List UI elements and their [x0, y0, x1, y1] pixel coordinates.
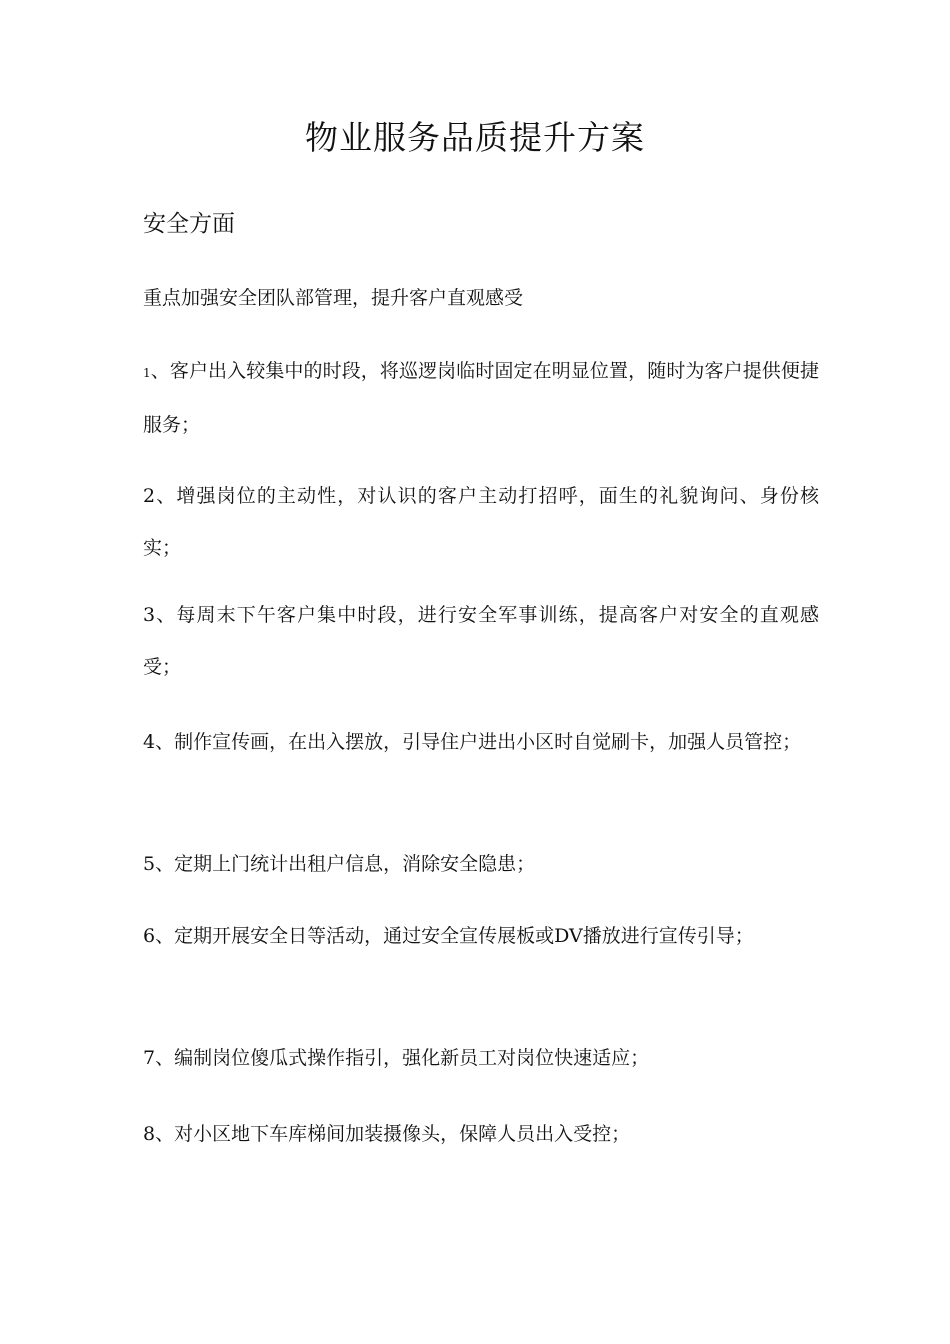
item-separator: 、: [155, 731, 175, 753]
item-separator: 、: [150, 360, 170, 382]
section-heading: 安全方面: [143, 211, 235, 237]
list-item: [143, 589, 819, 693]
item-text: 定期开展安全日等活动，通过安全宣传展板或DV播放进行宣传引导；: [174, 925, 754, 947]
item-separator: 、: [155, 1123, 175, 1145]
list-item: [143, 1032, 819, 1084]
item-number: 6: [143, 925, 156, 947]
list-item: [143, 716, 819, 768]
item-text: 制作宣传画，在出入摆放，引导住户进出小区时自觉刷卡，加强人员管控；: [174, 731, 802, 753]
item-separator: 、: [155, 485, 177, 507]
list-item: [143, 838, 819, 890]
intro-paragraph: 重点加强安全团队部管理，提升客户直观感受: [143, 287, 524, 309]
item-separator: 、: [155, 604, 177, 626]
item-number: 1: [143, 366, 151, 380]
item-text: 定期上门统计出租户信息，消除安全隐患；: [174, 853, 536, 875]
item-text: 编制岗位傻瓜式操作指引，强化新员工对岗位快速适应；: [174, 1047, 650, 1069]
page-title: 物业服务品质提升方案: [305, 118, 645, 157]
item-text: 每周末下午客户集中时段，进行安全军事训练，提高客户对安全的直观感受；: [143, 604, 819, 678]
list-item: [143, 910, 819, 962]
item-number: 4: [143, 731, 156, 753]
item-text: 增强岗位的主动性，对认识的客户主动打招呼，面生的礼貌询问、身份核实；: [143, 485, 819, 559]
list-item: [143, 345, 819, 451]
item-text: 客户出入较集中的时段，将巡逻岗临时固定在明显位置，随时为客户提供便捷服务；: [143, 360, 819, 436]
item-separator: 、: [155, 853, 175, 875]
item-number: 5: [143, 853, 156, 875]
list-item: [143, 470, 819, 574]
item-separator: 、: [155, 925, 175, 947]
item-separator: 、: [155, 1047, 175, 1069]
item-number: 7: [143, 1047, 156, 1069]
item-number: 2: [143, 485, 156, 507]
item-number: 8: [143, 1123, 156, 1145]
item-number: 3: [143, 604, 156, 626]
item-text: 对小区地下车库梯间加装摄像头，保障人员出入受控；: [174, 1123, 631, 1145]
list-item: [143, 1108, 819, 1160]
